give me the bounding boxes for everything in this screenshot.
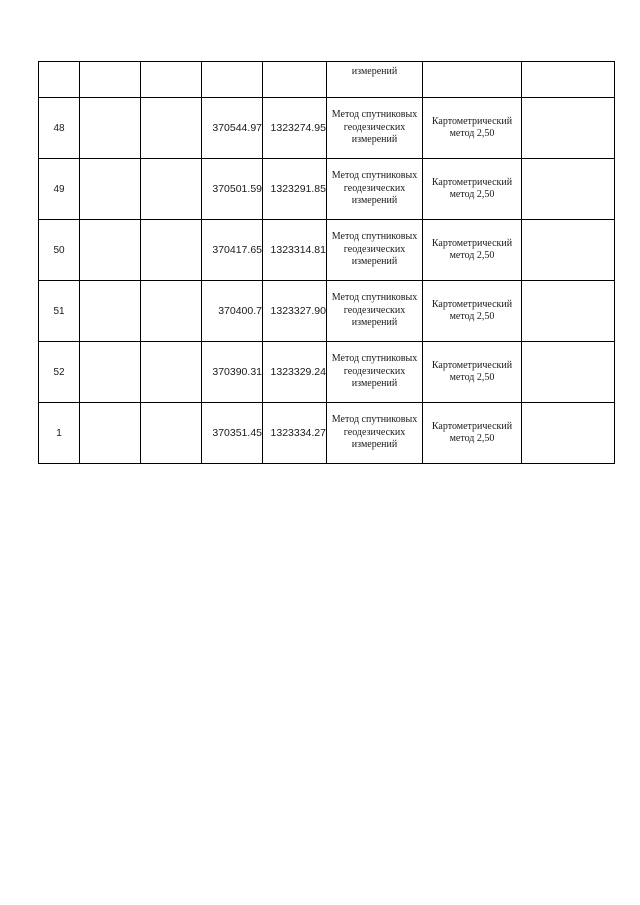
point-number-cell <box>39 62 80 98</box>
table-row <box>39 281 615 342</box>
table-row-continuation <box>39 62 615 98</box>
accuracy-cell: Картометрический метод 2,50 <box>423 342 522 403</box>
point-number-cell: 52 <box>39 342 80 403</box>
empty-cell <box>141 342 202 403</box>
empty-cell <box>522 281 615 342</box>
empty-cell <box>522 220 615 281</box>
x-coordinate-cell: 370351.45 <box>202 403 263 464</box>
x-coordinate-cell: 370417.65 <box>202 220 263 281</box>
empty-cell <box>80 159 141 220</box>
method-cell: измерений <box>327 62 423 98</box>
point-number-cell: 51 <box>39 281 80 342</box>
empty-cell <box>80 62 141 98</box>
y-coordinate-cell <box>263 62 327 98</box>
accuracy-cell: Картометрический метод 2,50 <box>423 403 522 464</box>
accuracy-cell: Картометрический метод 2,50 <box>423 98 522 159</box>
method-cell: Метод спутниковых геодезических измерений <box>327 342 423 403</box>
empty-cell <box>141 281 202 342</box>
y-coordinate-cell: 1323329.24 <box>263 342 327 403</box>
x-coordinate-cell: 370544.97 <box>202 98 263 159</box>
y-coordinate-cell: 1323327.90 <box>263 281 327 342</box>
point-number-cell: 1 <box>39 403 80 464</box>
y-coordinate-cell: 1323334.27 <box>263 403 327 464</box>
method-cell: Метод спутниковых геодезических измерений <box>327 220 423 281</box>
empty-cell <box>522 62 615 98</box>
table-row <box>39 98 615 159</box>
x-coordinate-cell <box>202 62 263 98</box>
empty-cell <box>141 98 202 159</box>
empty-cell <box>522 403 615 464</box>
empty-cell <box>80 342 141 403</box>
x-coordinate-cell: 370400.7 <box>202 281 263 342</box>
empty-cell <box>141 159 202 220</box>
empty-cell <box>141 403 202 464</box>
empty-cell <box>522 342 615 403</box>
empty-cell <box>80 98 141 159</box>
y-coordinate-cell: 1323314.81 <box>263 220 327 281</box>
empty-cell <box>141 220 202 281</box>
method-cell: Метод спутниковых геодезических измерений <box>327 281 423 342</box>
point-number-cell: 48 <box>39 98 80 159</box>
y-coordinate-cell: 1323291.85 <box>263 159 327 220</box>
accuracy-cell <box>423 62 522 98</box>
table-row <box>39 220 615 281</box>
table-row <box>39 342 615 403</box>
y-coordinate-cell: 1323274.95 <box>263 98 327 159</box>
method-cell: Метод спутниковых геодезических измерений <box>327 403 423 464</box>
method-cell: Метод спутниковых геодезических измерений <box>327 159 423 220</box>
method-cell: Метод спутниковых геодезических измерений <box>327 98 423 159</box>
coordinates-table <box>38 61 615 464</box>
x-coordinate-cell: 370501.59 <box>202 159 263 220</box>
empty-cell <box>80 220 141 281</box>
empty-cell <box>522 159 615 220</box>
accuracy-cell: Картометрический метод 2,50 <box>423 159 522 220</box>
empty-cell <box>80 403 141 464</box>
point-number-cell: 50 <box>39 220 80 281</box>
accuracy-cell: Картометрический метод 2,50 <box>423 281 522 342</box>
empty-cell <box>141 62 202 98</box>
table-row <box>39 159 615 220</box>
empty-cell <box>80 281 141 342</box>
point-number-cell: 49 <box>39 159 80 220</box>
empty-cell <box>522 98 615 159</box>
accuracy-cell: Картометрический метод 2,50 <box>423 220 522 281</box>
x-coordinate-cell: 370390.31 <box>202 342 263 403</box>
table-row <box>39 403 615 464</box>
